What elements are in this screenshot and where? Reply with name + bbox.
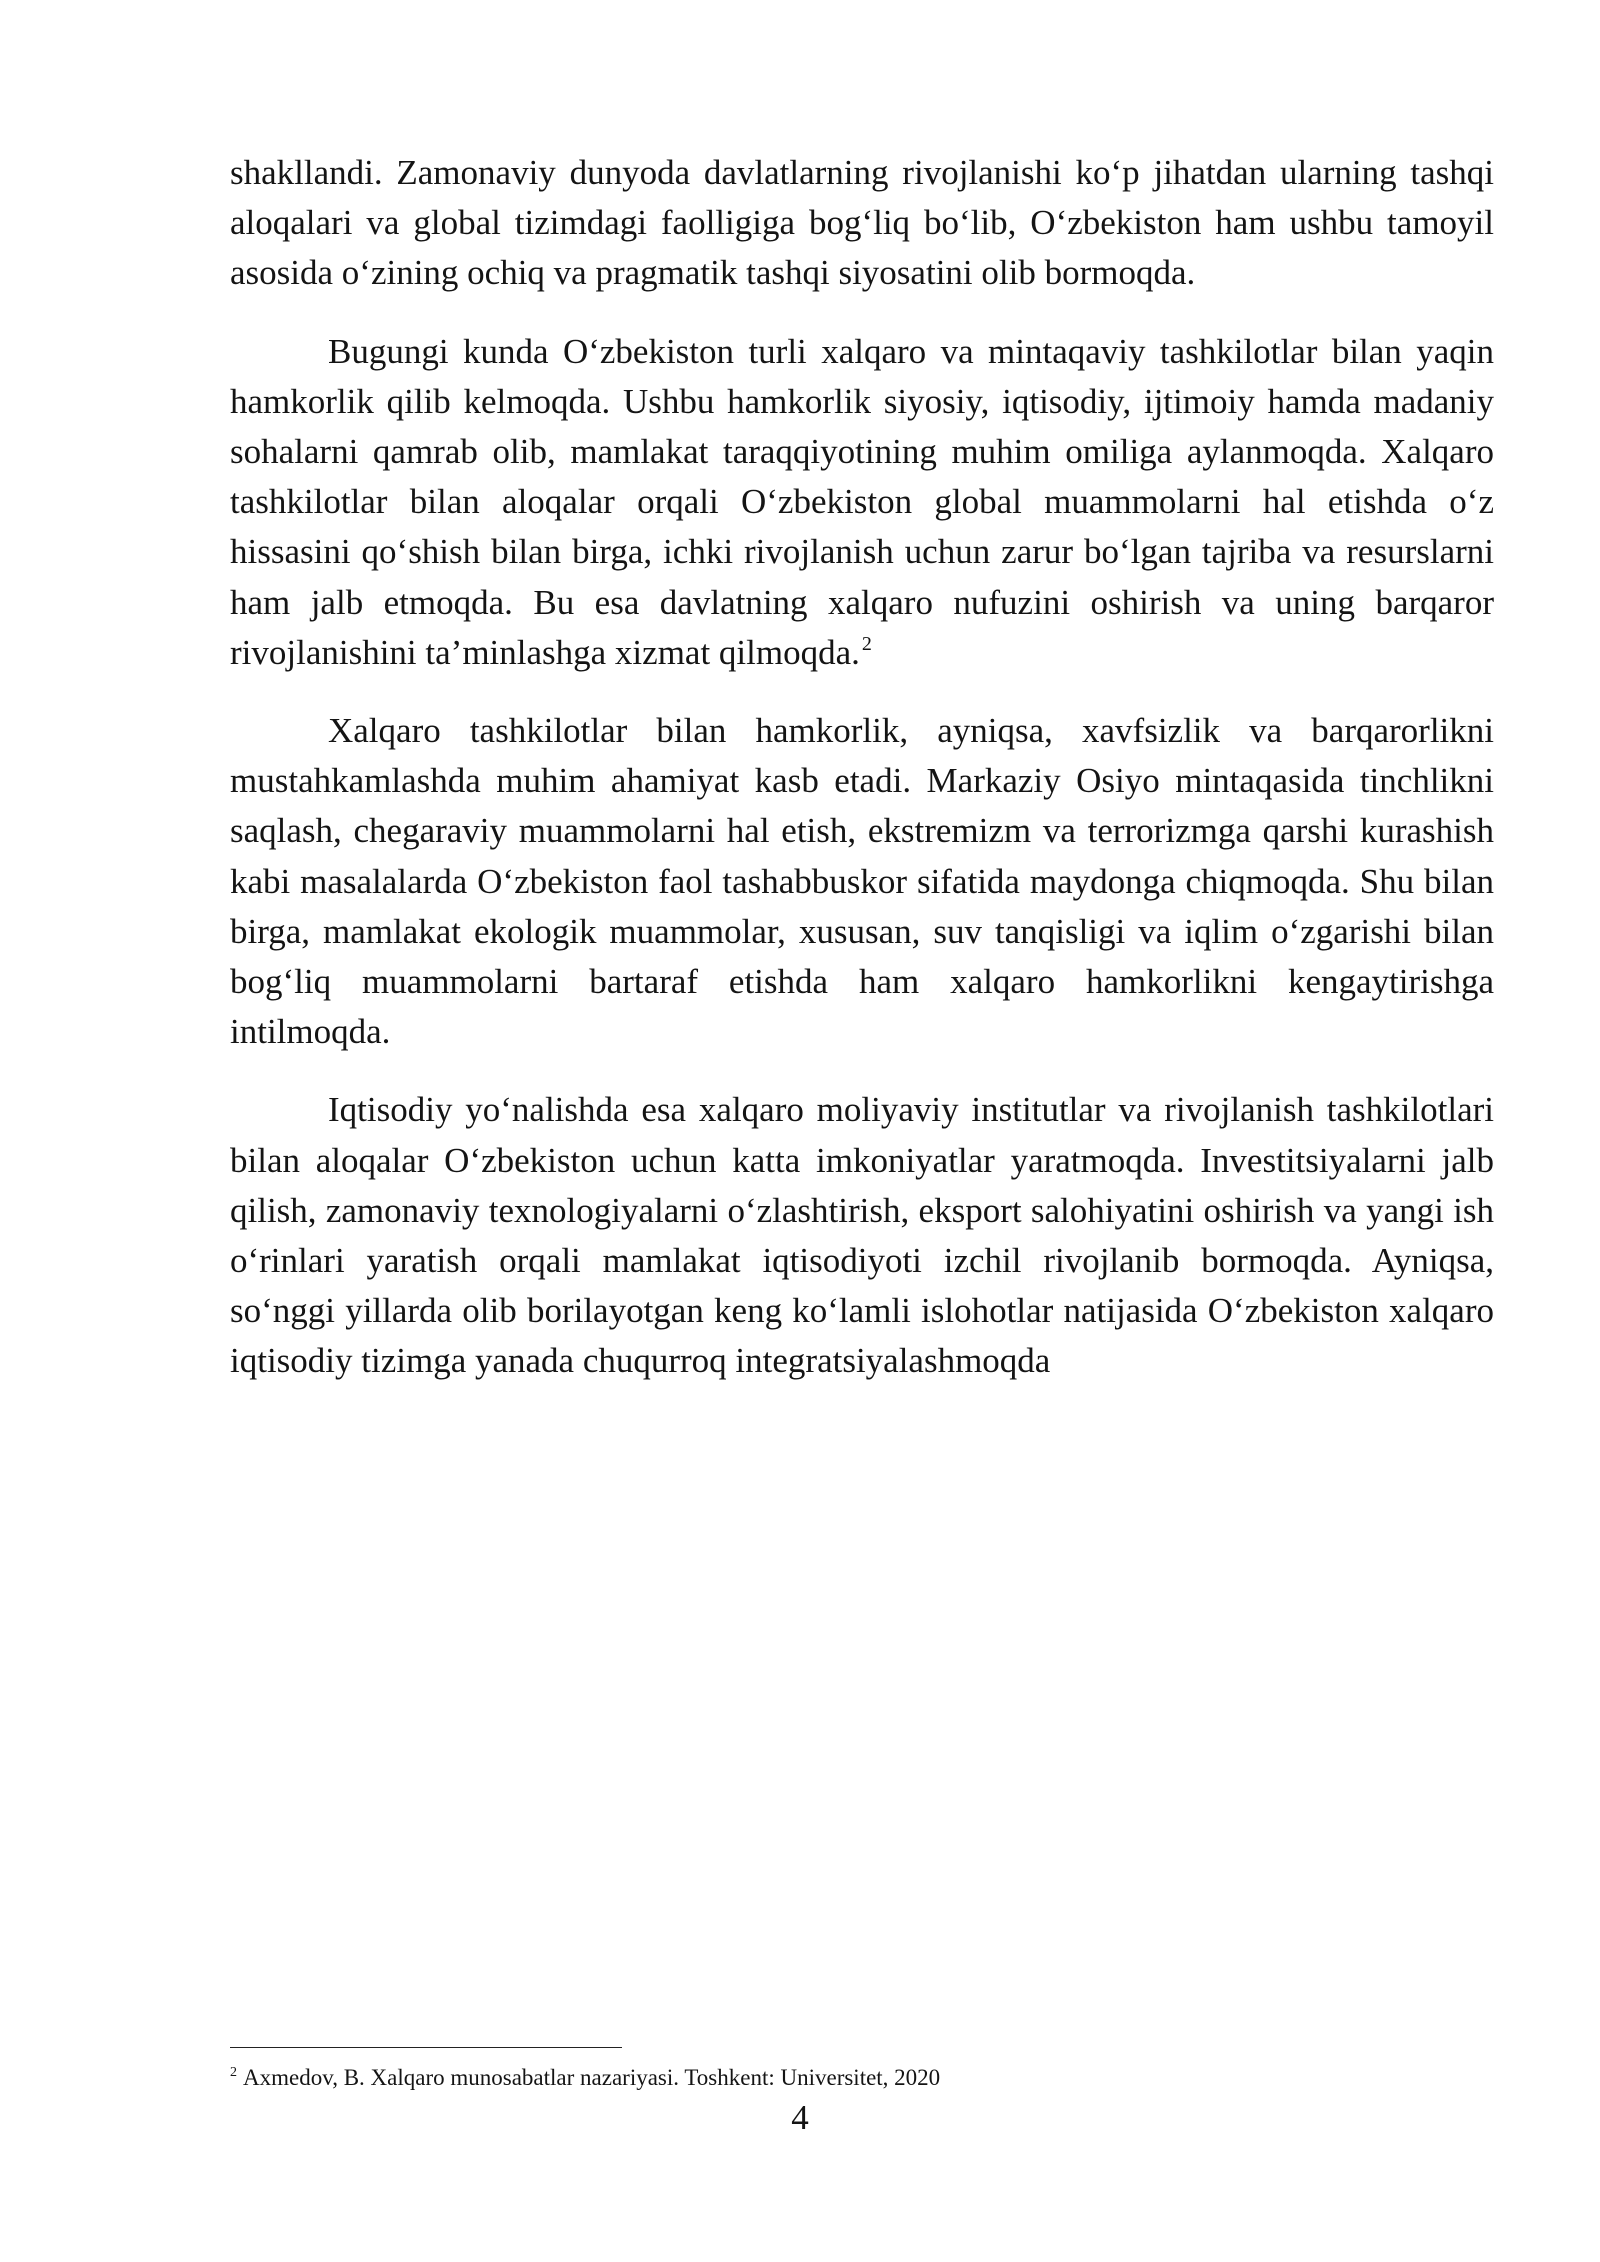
footnote-number: 2 xyxy=(230,2065,237,2080)
footnote-divider xyxy=(230,2047,622,2048)
paragraph-1-text: shakllandi. Zamonaviy dunyoda davlatlarning rivojlanishi ko‘p jihatdan ularning tashqi aloqalari va global tizimdagi faolligiga bog‘liq bo‘lib, O‘zbekiston ham ushbu tamoyil asosida o‘zining ochiq va pragmatik tashqi siyosatini olib bormoqda. xyxy=(230,153,1494,293)
footnote xyxy=(230,2063,1494,2093)
paragraph-1 xyxy=(230,148,1494,299)
paragraph-3-text: Xalqaro tashkilotlar bilan hamkorlik, ayniqsa, xavfsizlik va barqarorlikni mustahkamlashda muhim ahamiyat kasb etadi. Markaziy Osiyo mintaqasida tinchlikni saqlash, chegaraviy muammolarni hal etish, ekstremizm va terrorizmga qarshi kurashish kabi masalalarda O‘zbekiston faol tashabbuskor sifatida maydonga chiqmoqda. Shu bilan birga, mamlakat ekologik muammolar, xususan, suv tanqisligi va iqlim o‘zgarishi bilan bog‘liq muammolarni bartaraf etishda ham xalqaro hamkorlikni kengaytirishga intilmoqda. xyxy=(230,711,1494,1052)
paragraph-4-text: Iqtisodiy yo‘nalishda esa xalqaro moliyaviy institutlar va rivojlanish tashkilotlari bilan aloqalar O‘zbekiston uchun katta imkoniyatlar yaratmoqda. Investitsiyalarni jalb qilish, zamonaviy texnologiyalarni o‘zlashtirish, eksport salohiyatini oshirish va yangi ish o‘rinlari yaratish orqali mamlakat iqtisodiyoti izchil rivojlanib bormoqda. Ayniqsa, so‘nggi yillarda olib borilayotgan keng ko‘lamli islohotlar natijasida O‘zbekiston xalqaro iqtisodiy tizimga yanada chuqurroq integratsiyalashmoqda xyxy=(230,1090,1494,1381)
paragraph-2-text: Bugungi kunda O‘zbekiston turli xalqaro va mintaqaviy tashkilotlar bilan yaqin hamkorlik qilib kelmoqda. Ushbu hamkorlik siyosiy, iqtisodiy, ijtimoiy hamda madaniy sohalarni qamrab olib, mamlakat taraqqiyotining muhim omiliga aylanmoqda. Xalqaro tashkilotlar bilan aloqalar orqali O‘zbekiston global muammolarni hal etishda o‘z hissasini qo‘shish bilan birga, ichki rivojlanish uchun zarur bo‘lgan tajriba va resurslarni ham jalb etmoqda. Bu esa davlatning xalqaro nufuzini oshirish va uning barqaror rivojlanishini ta’minlashga xizmat qilmoqda. xyxy=(230,331,1494,672)
footnote-reference[interactable]: 2 xyxy=(861,632,872,655)
page-number: 4 xyxy=(791,2098,809,2137)
footnote-text: Axmedov, B. Xalqaro munosabatlar nazariyasi. Toshkent: Universitet, 2020 xyxy=(243,2065,941,2090)
paragraph-3 xyxy=(230,706,1494,1057)
page-body xyxy=(230,148,1494,1415)
paragraph-4 xyxy=(230,1085,1494,1386)
paragraph-2 xyxy=(230,327,1494,678)
